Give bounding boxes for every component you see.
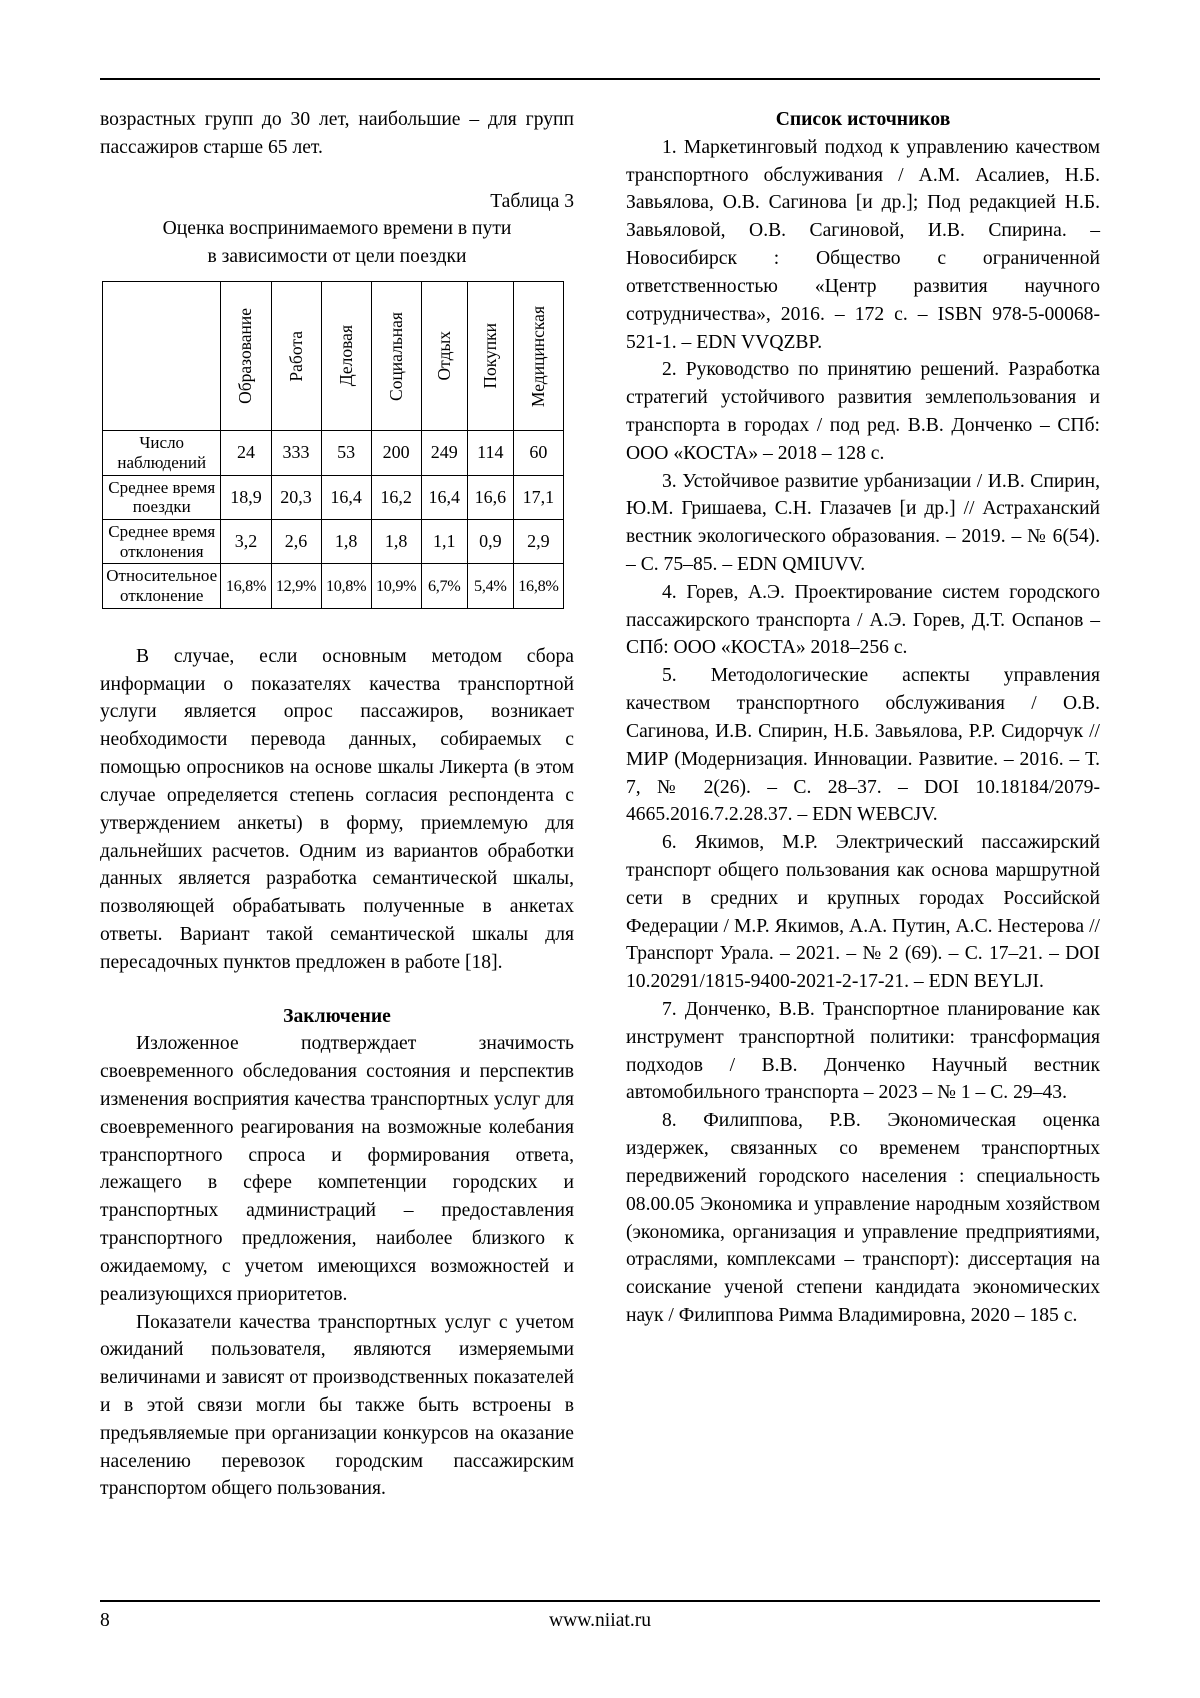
table-cell: 1,8 (321, 519, 371, 563)
footer-row (100, 1610, 1100, 1636)
table-column-header (467, 282, 513, 431)
table-cell: 16,2 (371, 475, 421, 519)
table-cell: 200 (371, 431, 421, 475)
page-number: 8 (100, 1610, 110, 1631)
table-row (103, 564, 564, 608)
body-paragraph: В случае, если основным методом сбора информации о показателях качества транспортной услуги является опрос пассажиров, возникает необходимости перевода данных, собираемых с помощью опросников на основе шкалы Ликерта (в этом случае определяется степень согласия респондента с утверждением анкеты) в форму, приемлемую для дальнейших расчетов. Одним из вариантов обработки данных является разработка семантической шкалы, позволяющей обрабатывать полученные в анкетах ответы. Вариант такой семантической шкалы для пересадочных пунктов предложен в работе [18]. (100, 645, 574, 973)
table-cell: 10,9% (371, 564, 421, 608)
table-column-header (321, 282, 371, 431)
table-cell: 24 (221, 431, 271, 475)
table-cell: 20,3 (271, 475, 321, 519)
table-row-label: Среднее время отклонения (103, 519, 221, 563)
table-caption-line2: в зависимости от цели поездки (207, 246, 467, 268)
table-row (103, 519, 564, 563)
table-cell: 16,6 (467, 475, 513, 519)
reference-item: 1. Маркетинговый подход к управлению качеством транспортного обслуживания / А.М. Асалиев, Н.Б. Завьялова, О.В. Сагинова [и др.]; Под редакцией Н.Б. Завьяловой, О.В. Сагиновой, И.В. Спирина. – Новосибирск : Общество с ограниченной ответственностью «Центр развития научного сотрудничества», 2016. – 172 с. – ISBN 978-5-00068-521-1. – EDN VVQZBP. (626, 136, 1100, 353)
reference-item: 4. Горев, А.Э. Проектирование систем городского пассажирского транспорта / А.Э. Горев, Д.Т. Оспанов – СПб: ООО «КОСТА» 2018–256 с. (626, 581, 1100, 659)
table-column-header-label: Покупки (479, 323, 500, 389)
table-column-header-label: Медицинская (527, 305, 548, 407)
table-header-row (103, 282, 564, 431)
reference-item: 5. Методологические аспекты управления качеством транспортного обслуживания / О.В. Сагинова, И.В. Спирин, Н.Б. Завьялова, Р.Р. Сидорчук // МИР (Модернизация. Инновации. Развитие. – 2016. – Т. 7, № 2(26). – С. 28–37. – DOI 10.18184/2079-4665.2016.7.2.28.37. – EDN WEBCJV. (626, 665, 1100, 826)
footer-divider (100, 1600, 1100, 1602)
table-row (103, 431, 564, 475)
table-cell: 2,6 (271, 519, 321, 563)
table-column-header (371, 282, 421, 431)
table-row-label: Относительное отклонение (103, 564, 221, 608)
table-corner-cell (103, 282, 221, 431)
reference-item: 7. Донченко, В.В. Транспортное планирование как инструмент транспортной политики: трансформация подходов / В.В. Донченко Научный вестник автомобильного транспорта – 2023 – № 1 – С. 29–43. (626, 999, 1100, 1104)
references-heading: Список источников (775, 109, 951, 130)
reference-item: 3. Устойчивое развитие урбанизации / И.В. Спирин, Ю.М. Гришаева, С.Н. Глазачев [и др.] // Астраханский вестник экологического образования. – 2019. – № 6(54). – С. 75–85. – EDN QMIUVV. (626, 470, 1100, 575)
table-cell: 0,9 (467, 519, 513, 563)
table-cell: 16,8% (221, 564, 271, 608)
table-column-header-label: Отдых (433, 331, 454, 381)
table-cell: 6,7% (421, 564, 467, 608)
conclusion-paragraph-2: Показатели качества транспортных услуг с учетом ожиданий пользователя, являются измеряемыми величинами и зависят от производственных показателей и в этой связи могли бы также быть встроены в предъявляемые при организации конкурсов на оказание населению перевозок городским пассажирским транспортом общего пользования. (100, 1311, 574, 1500)
table-row (103, 475, 564, 519)
table-cell: 333 (271, 431, 321, 475)
table-cell: 18,9 (221, 475, 271, 519)
reference-item: 2. Руководство по принятию решений. Разработка стратегий устойчивого развития землепользования и транспорта в городах / под ред. В.В. Донченко – СПб: ООО «КОСТА» – 2018 – 128 с. (626, 359, 1100, 464)
conclusion-paragraph-1: Изложенное подтверждает значимость своевременного обследования состояния и перспектив изменения восприятия качества транспортных услуг для своевременного реагирования на возможные колебания транспортного спроса и формирования ответа, лежащего в сфере компетенции городских и транспортных администраций – предоставления транспортного предложения, наиболее близкого к ожидаемому, с учетом имеющихся возможностей и реализующихся приоритетов. (100, 1033, 574, 1305)
table-column-header (513, 282, 563, 431)
table-column-header (421, 282, 467, 431)
table-cell: 12,9% (271, 564, 321, 608)
table-cell: 60 (513, 431, 563, 475)
table-cell: 114 (467, 431, 513, 475)
table-cell: 1,8 (371, 519, 421, 563)
table-cell: 16,4 (321, 475, 371, 519)
travel-time-table (102, 281, 564, 609)
table-column-header (221, 282, 271, 431)
table-column-header-label: Социальная (385, 311, 406, 401)
right-column (626, 106, 1100, 1503)
footer-site-url: www.niiat.ru (548, 1610, 652, 1631)
table-cell: 53 (321, 431, 371, 475)
page-footer (100, 1600, 1100, 1636)
header-divider (100, 78, 1100, 80)
table-column-header-label: Деловая (335, 325, 356, 387)
table-cell: 17,1 (513, 475, 563, 519)
table-column-header-label: Работа (285, 330, 306, 382)
table-caption-line1: Оценка воспринимаемого времени в пути (162, 218, 512, 240)
table-cell: 2,9 (513, 519, 563, 563)
conclusion-heading: Заключение (283, 1005, 391, 1027)
table-row-label: Среднее время поездки (103, 475, 221, 519)
table-cell: 10,8% (321, 564, 371, 608)
continued-paragraph: возрастных групп до 30 лет, наибольшие – для групп пассажиров старше 65 лет. (100, 109, 574, 158)
table-number: Таблица 3 (490, 190, 574, 212)
table-row-label: Число наблюдений (103, 431, 221, 475)
table-column-header-label: Образование (235, 308, 256, 405)
table-cell: 3,2 (221, 519, 271, 563)
table-cell: 249 (421, 431, 467, 475)
table-cell: 16,4 (421, 475, 467, 519)
table-column-header (271, 282, 321, 431)
two-column-layout (100, 106, 1100, 1503)
reference-item: 6. Якимов, М.Р. Электрический пассажирский транспорт общего пользования как основа маршрутной сети в средних и крупных городах Российской Федерации / М.Р. Якимов, А.А. Путин, А.С. Нестерова // Транспорт Урала. – 2021. – № 2 (69). – С. 17–21. – DOI 10.20291/1815-9400-2021-2-17-21. – EDN BEYLJI. (626, 832, 1100, 993)
table-cell: 1,1 (421, 519, 467, 563)
reference-item: 8. Филиппова, Р.В. Экономическая оценка издержек, связанных со временем транспортных передвижений городского населения : специальность 08.00.05 Экономика и управление народным хозяйством (экономика, организация и управление предприятиями, отраслями, комплексами – транспорт): диссертация на соискание ученой степени кандидата экономических наук / Филиппова Римма Владимировна, 2020 – 185 с. (626, 1110, 1100, 1326)
left-column (100, 106, 574, 1503)
table-cell: 5,4% (467, 564, 513, 608)
table-cell: 16,8% (513, 564, 563, 608)
